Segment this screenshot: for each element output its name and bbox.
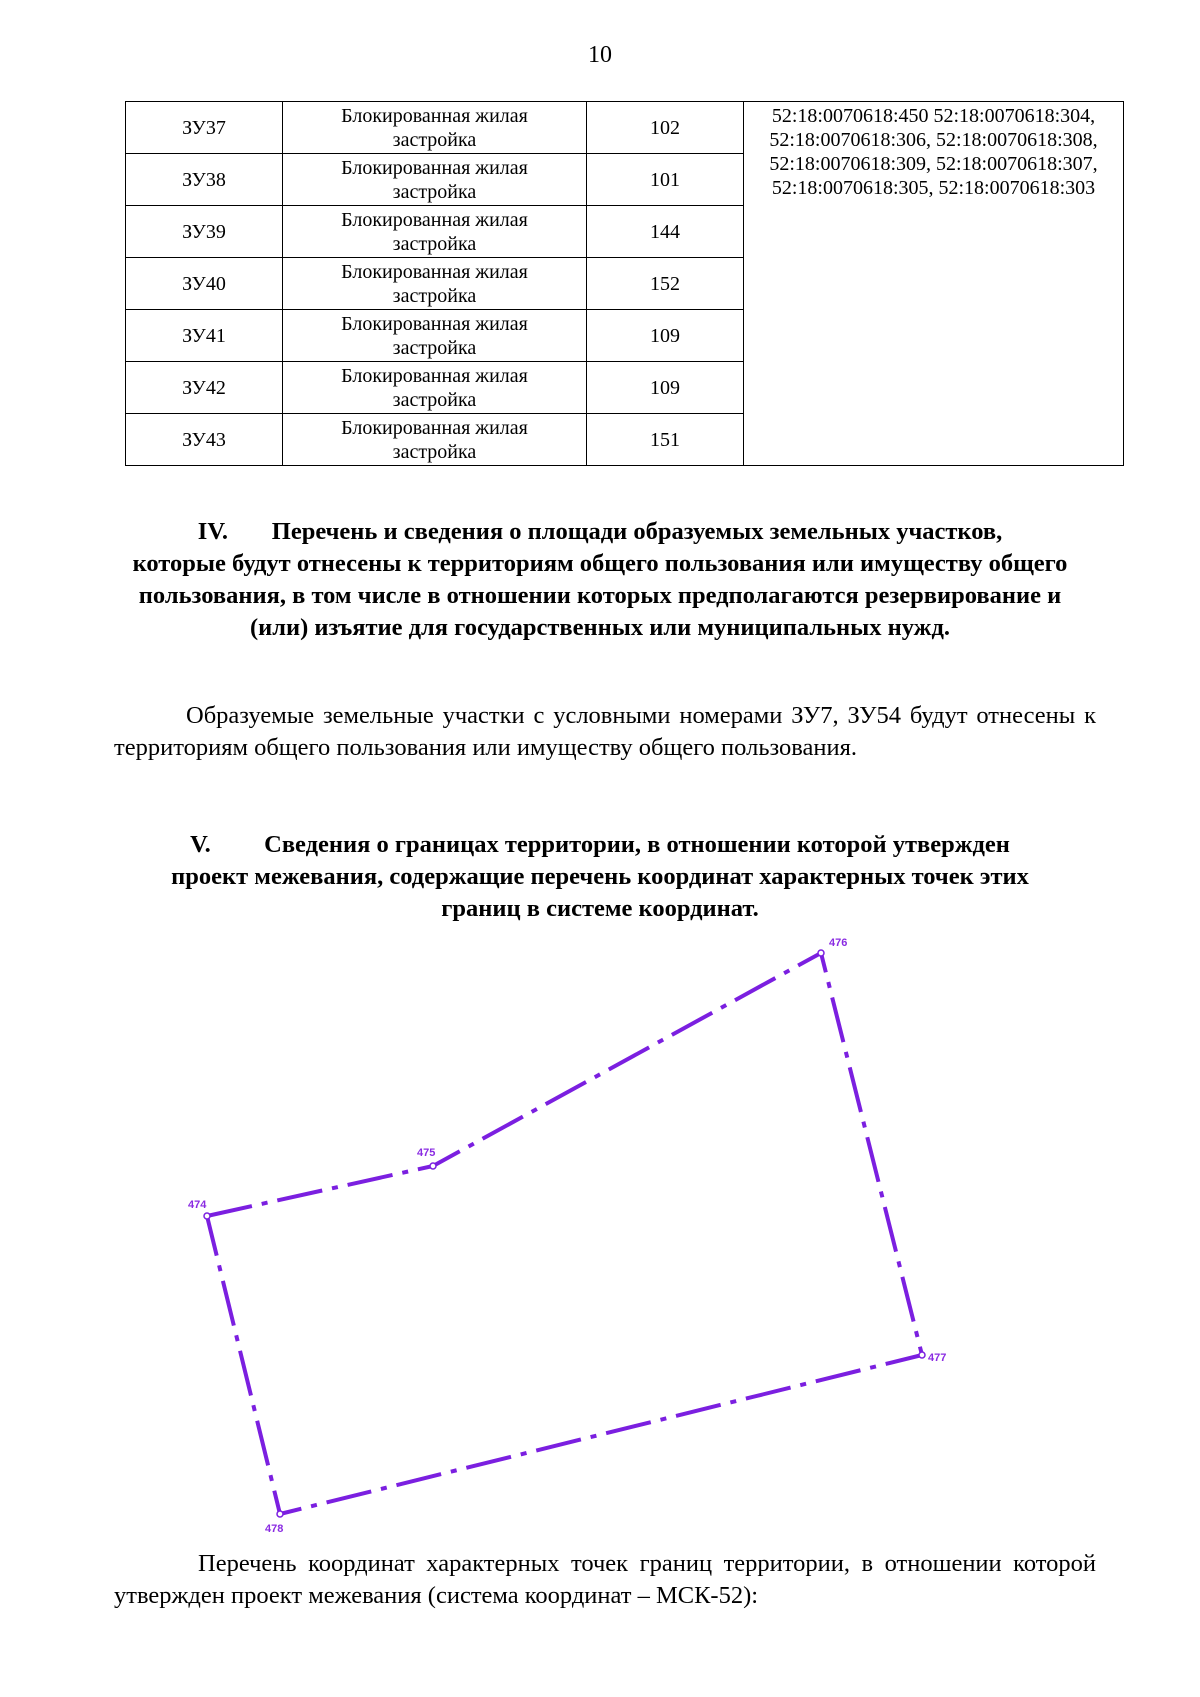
land-plots-table xyxy=(125,101,1124,466)
plot-id-cell: ЗУ42 xyxy=(126,362,283,414)
plot-id-cell: ЗУ39 xyxy=(126,206,283,258)
cadastral-numbers-cell xyxy=(744,102,1124,466)
point-label-477: 477 xyxy=(928,1352,947,1364)
point-475-marker xyxy=(430,1163,436,1169)
point-label-476: 476 xyxy=(829,937,848,949)
cadastral-line: 52:18:0070618:306, 52:18:0070618:308, xyxy=(769,129,1098,151)
plot-area-cell: 151 xyxy=(587,414,744,466)
cadastral-line: 52:18:0070618:309, 52:18:0070618:307, xyxy=(769,153,1098,175)
section-iv-title-line1: Перечень и сведения о площади образуемых земельных участков, xyxy=(271,518,1003,545)
table-row xyxy=(126,102,1124,154)
plot-use-cell xyxy=(283,310,587,362)
plot-use-cell xyxy=(283,102,587,154)
section-iv-paragraph: Образуемые земельные участки с условными номерами ЗУ7, ЗУ54 будут отнесены к территориям общего пользования или имуществу общего пользования. xyxy=(114,702,1096,761)
section-iv-title-rest: которые будут отнесены к территориям общего пользования или имуществу общего пользования, в том числе в отношении которых предполагаются резервирование и (или) изъятие для государственных или муниципальных нужд. xyxy=(132,550,1068,641)
point-label-475: 475 xyxy=(417,1147,436,1159)
plot-use-cell xyxy=(283,258,587,310)
point-476-marker xyxy=(818,950,824,956)
point-478-marker xyxy=(277,1511,283,1517)
plot-use-cell xyxy=(283,362,587,414)
boundary-line xyxy=(207,953,922,1514)
point-label-474: 474 xyxy=(188,1199,207,1211)
plot-area-cell: 109 xyxy=(587,310,744,362)
plot-id-cell: ЗУ38 xyxy=(126,154,283,206)
plot-use-text: Блокированная жилая застройка xyxy=(341,104,528,151)
point-label-478: 478 xyxy=(265,1523,284,1535)
plot-area-cell: 101 xyxy=(587,154,744,206)
boundary-diagram xyxy=(160,920,980,1540)
section-v-title-line1: Сведения о границах территории, в отношении которой утвержден xyxy=(264,831,1010,858)
plot-use-cell xyxy=(283,414,587,466)
plot-use-text: Блокированная жилая застройка xyxy=(341,208,528,255)
plot-use-text: Блокированная жилая застройка xyxy=(341,312,528,359)
plot-use-text: Блокированная жилая застройка xyxy=(341,156,528,203)
section-v-numeral: V. xyxy=(190,831,211,858)
plot-id-cell: ЗУ41 xyxy=(126,310,283,362)
section-v-paragraph: Перечень координат характерных точек границ территории, в отношении которой утвержден проект межевания (система координат – МСК-52): xyxy=(114,1550,1096,1609)
plot-use-cell xyxy=(283,154,587,206)
section-v-heading xyxy=(0,829,1200,925)
section-iv-numeral: IV. xyxy=(197,518,228,545)
plot-id-cell: ЗУ43 xyxy=(126,414,283,466)
section-iv-heading xyxy=(0,516,1200,644)
plot-id-cell: ЗУ37 xyxy=(126,102,283,154)
plot-area-cell: 144 xyxy=(587,206,744,258)
plot-use-text: Блокированная жилая застройка xyxy=(341,364,528,411)
plot-area-cell: 102 xyxy=(587,102,744,154)
plot-use-text: Блокированная жилая застройка xyxy=(341,416,528,463)
plot-id-cell: ЗУ40 xyxy=(126,258,283,310)
plot-use-text: Блокированная жилая застройка xyxy=(341,260,528,307)
point-477-marker xyxy=(919,1352,925,1358)
section-v-title-rest: проект межевания, содержащие перечень координат характерных точек этих границ в системе координат. xyxy=(171,863,1029,922)
cadastral-line: 52:18:0070618:305, 52:18:0070618:303 xyxy=(771,177,1096,199)
cadastral-line: 52:18:0070618:450 52:18:0070618:304, xyxy=(771,105,1096,127)
plot-area-cell: 109 xyxy=(587,362,744,414)
page-number: 10 xyxy=(588,42,612,68)
plot-use-cell xyxy=(283,206,587,258)
point-474-marker xyxy=(204,1213,210,1219)
plot-area-cell: 152 xyxy=(587,258,744,310)
